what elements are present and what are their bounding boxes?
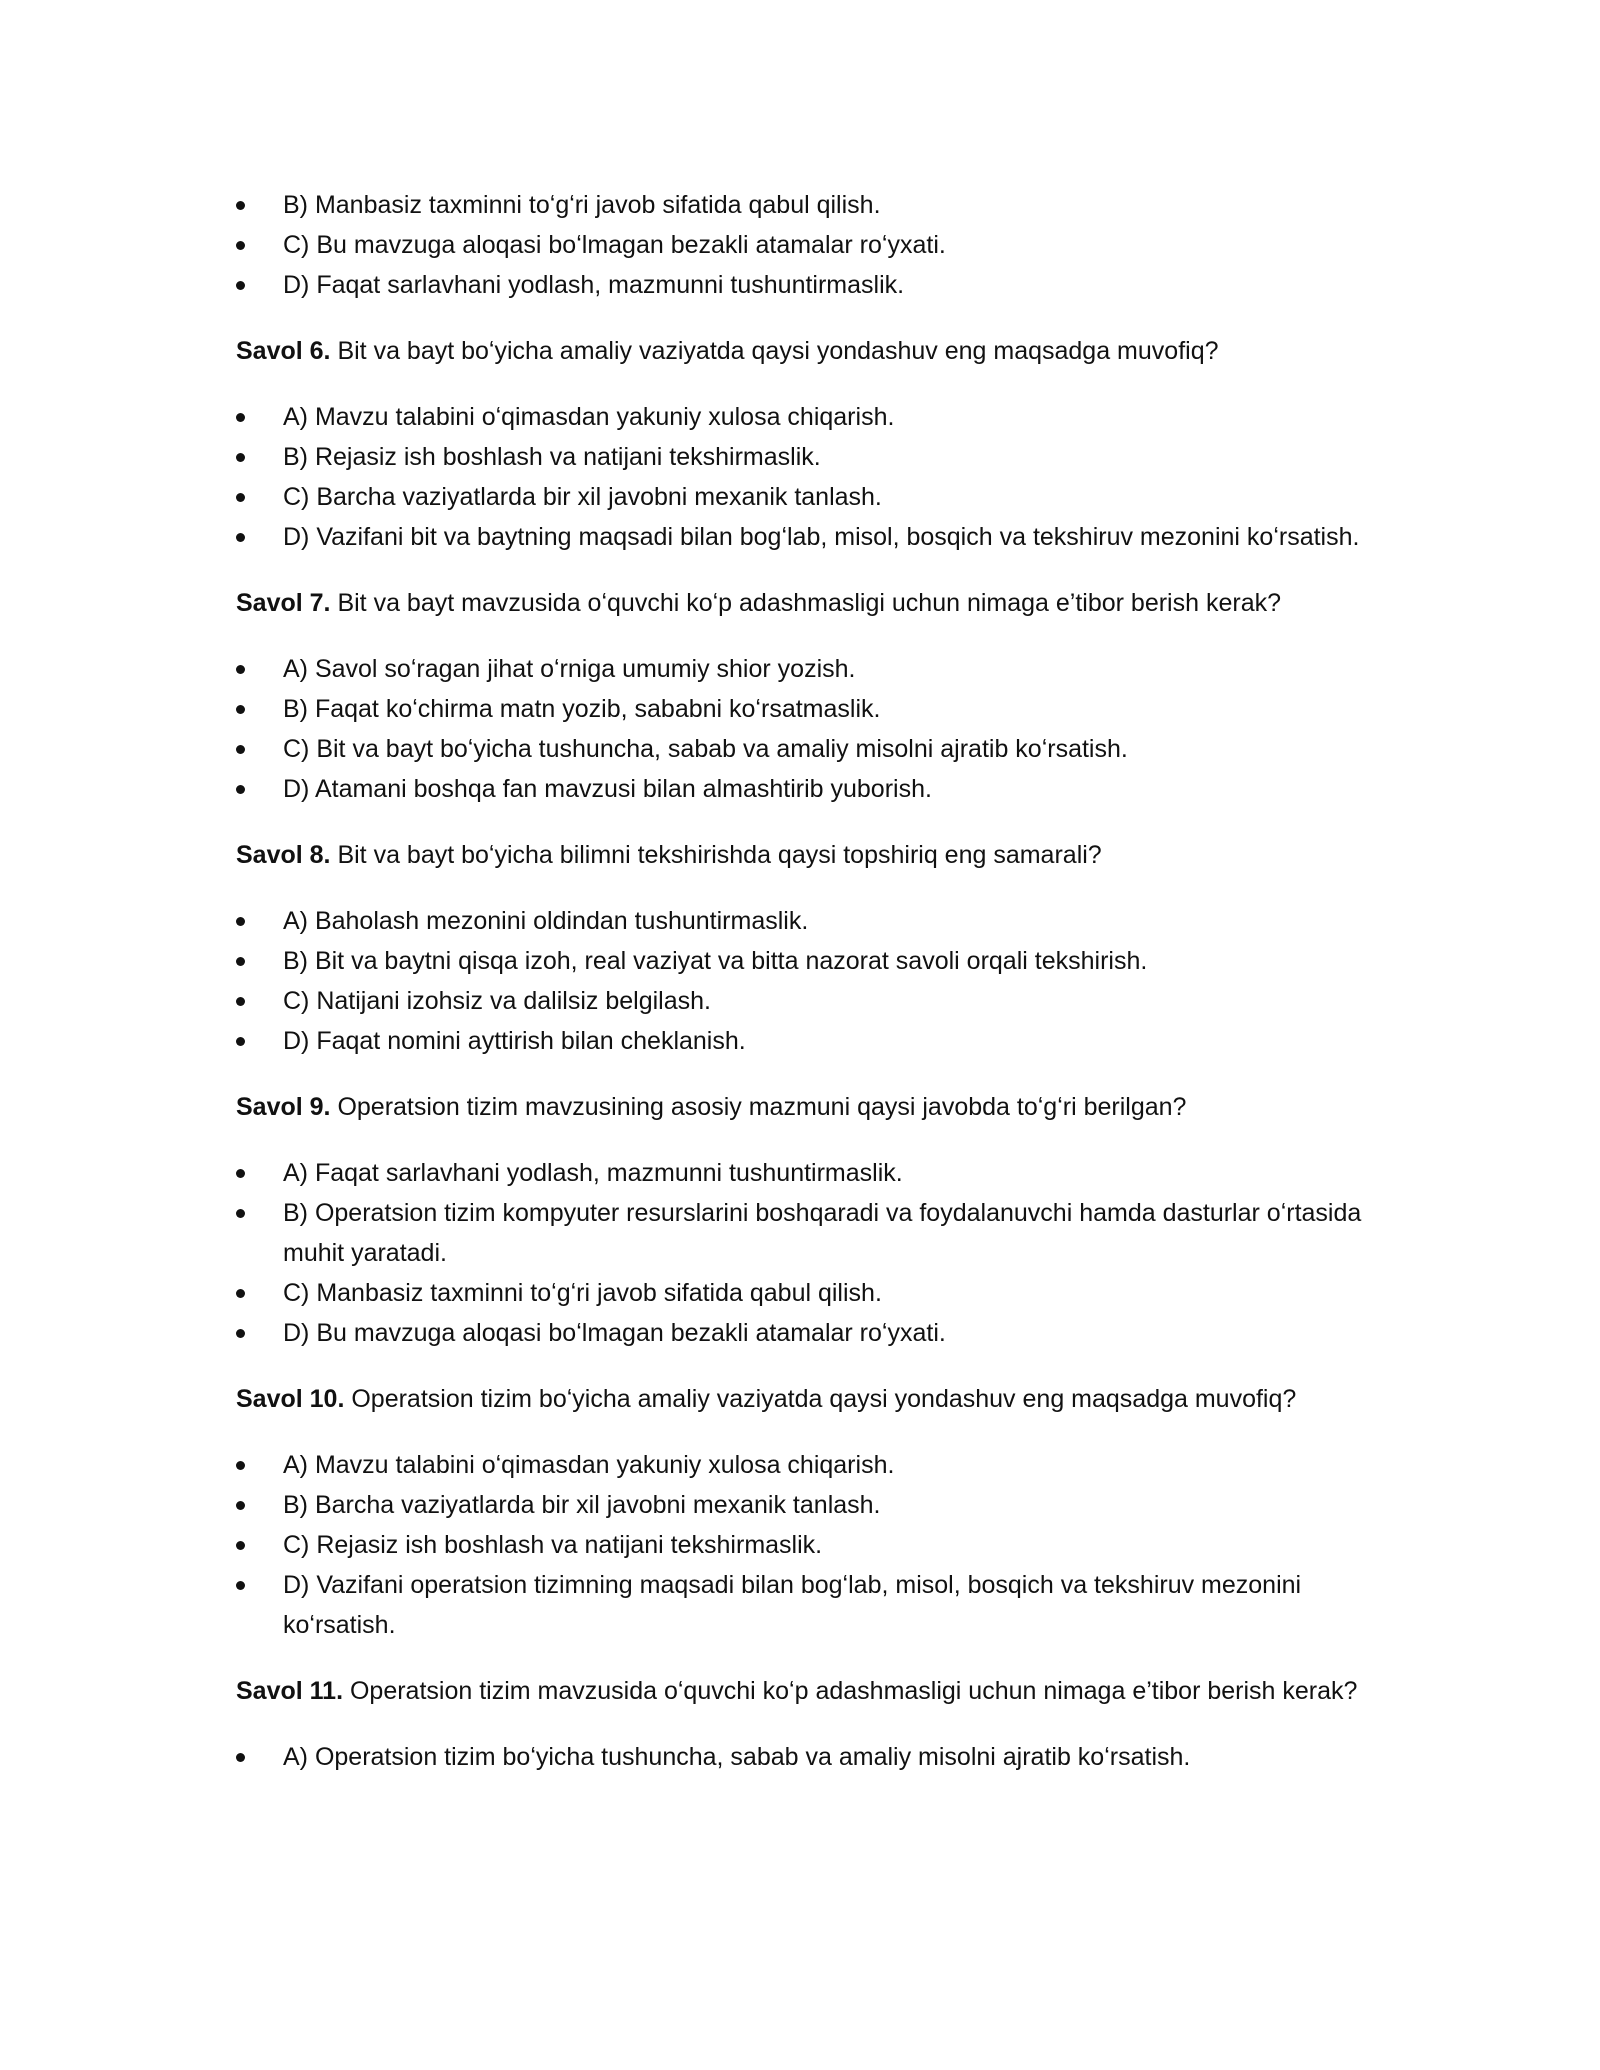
options-list bbox=[236, 397, 1366, 557]
list-item bbox=[236, 225, 1366, 265]
list-item bbox=[236, 517, 1366, 557]
bullet-icon bbox=[236, 785, 245, 794]
options-list-continued bbox=[236, 185, 1366, 305]
bullet-icon bbox=[236, 705, 245, 714]
list-item bbox=[236, 1021, 1366, 1061]
bullet-icon bbox=[236, 1289, 245, 1298]
list-item bbox=[236, 901, 1366, 941]
bullet-icon bbox=[236, 1329, 245, 1338]
option-text: B) Faqat koʻchirma matn yozib, sababni koʻrsatmaslik. bbox=[283, 695, 881, 723]
list-item bbox=[236, 1737, 1366, 1777]
bullet-icon bbox=[236, 997, 245, 1006]
bullet-icon bbox=[236, 745, 245, 754]
bullet-icon bbox=[236, 533, 245, 542]
list-item bbox=[236, 185, 1366, 225]
option-text: C) Bit va bayt boʻyicha tushuncha, sabab va amaliy misolni ajratib koʻrsatish. bbox=[283, 735, 1128, 763]
bullet-icon bbox=[236, 1541, 245, 1550]
question-text: Operatsion tizim mavzusining asosiy mazmuni qaysi javobda toʻgʻri berilgan? bbox=[330, 1093, 1187, 1121]
bullet-icon bbox=[236, 493, 245, 502]
option-text: D) Atamani boshqa fan mavzusi bilan almashtirib yuborish. bbox=[283, 775, 932, 803]
bullet-icon bbox=[236, 1581, 245, 1590]
bullet-icon bbox=[236, 917, 245, 926]
option-text: A) Mavzu talabini oʻqimasdan yakuniy xulosa chiqarish. bbox=[283, 403, 895, 431]
question-label: Savol 8. bbox=[236, 841, 331, 869]
list-item bbox=[236, 769, 1366, 809]
question-text: Bit va bayt boʻyicha amaliy vaziyatda qaysi yondashuv eng maqsadga muvofiq? bbox=[330, 337, 1219, 365]
bullet-icon bbox=[236, 201, 245, 210]
option-text: D) Vazifani bit va baytning maqsadi bilan bogʻlab, misol, bosqich va tekshiruv mezonini koʻrsatish. bbox=[283, 523, 1360, 551]
option-text: A) Mavzu talabini oʻqimasdan yakuniy xulosa chiqarish. bbox=[283, 1451, 895, 1479]
option-text: B) Operatsion tizim kompyuter resurslarini boshqaradi va foydalanuvchi hamda dasturlar oʻrtasida muhit yaratadi. bbox=[283, 1199, 1362, 1267]
option-text: D) Faqat nomini ayttirish bilan cheklanish. bbox=[283, 1027, 746, 1055]
option-text: D) Vazifani operatsion tizimning maqsadi bilan bogʻlab, misol, bosqich va tekshiruv mezonini koʻrsatish. bbox=[283, 1571, 1302, 1639]
option-text: A) Savol soʻragan jihat oʻrniga umumiy shior yozish. bbox=[283, 655, 856, 683]
options-list bbox=[236, 901, 1366, 1061]
bullet-icon bbox=[236, 281, 245, 290]
options-list bbox=[236, 1445, 1366, 1645]
document-content bbox=[236, 185, 1366, 1803]
options-list bbox=[236, 1737, 1366, 1777]
option-text: D) Bu mavzuga aloqasi boʻlmagan bezakli atamalar roʻyxati. bbox=[283, 1319, 946, 1347]
question-label: Savol 7. bbox=[236, 589, 331, 617]
list-item bbox=[236, 649, 1366, 689]
option-text: B) Bit va baytni qisqa izoh, real vaziyat va bitta nazorat savoli orqali tekshirish. bbox=[283, 947, 1148, 975]
list-item bbox=[236, 1193, 1366, 1273]
option-text: C) Natijani izohsiz va dalilsiz belgilash. bbox=[283, 987, 711, 1015]
list-item bbox=[236, 1273, 1366, 1313]
option-text: A) Faqat sarlavhani yodlash, mazmunni tushuntirmaslik. bbox=[283, 1159, 903, 1187]
question-label: Savol 10. bbox=[236, 1385, 345, 1413]
list-item bbox=[236, 437, 1366, 477]
list-item bbox=[236, 689, 1366, 729]
option-text: D) Faqat sarlavhani yodlash, mazmunni tushuntirmaslik. bbox=[283, 271, 905, 299]
bullet-icon bbox=[236, 241, 245, 250]
list-item bbox=[236, 981, 1366, 1021]
option-text: C) Barcha vaziyatlarda bir xil javobni mexanik tanlash. bbox=[283, 483, 882, 511]
question-text: Operatsion tizim mavzusida oʻquvchi koʻp adashmasligi uchun nimaga e’tibor berish kerak? bbox=[343, 1677, 1358, 1705]
option-text: B) Rejasiz ish boshlash va natijani tekshirmaslik. bbox=[283, 443, 821, 471]
question-text: Bit va bayt boʻyicha bilimni tekshirishda qaysi topshiriq eng samarali? bbox=[330, 841, 1102, 869]
question-10 bbox=[236, 1379, 1366, 1419]
list-item bbox=[236, 729, 1366, 769]
list-item bbox=[236, 941, 1366, 981]
option-text: C) Rejasiz ish boshlash va natijani tekshirmaslik. bbox=[283, 1531, 823, 1559]
bullet-icon bbox=[236, 413, 245, 422]
question-label: Savol 9. bbox=[236, 1093, 331, 1121]
bullet-icon bbox=[236, 1461, 245, 1470]
bullet-icon bbox=[236, 665, 245, 674]
bullet-icon bbox=[236, 1501, 245, 1510]
option-text: B) Manbasiz taxminni toʻgʻri javob sifatida qabul qilish. bbox=[283, 191, 881, 219]
list-item bbox=[236, 1313, 1366, 1353]
question-9 bbox=[236, 1087, 1366, 1127]
bullet-icon bbox=[236, 1753, 245, 1762]
list-item bbox=[236, 1565, 1366, 1645]
question-text: Operatsion tizim boʻyicha amaliy vaziyatda qaysi yondashuv eng maqsadga muvofiq? bbox=[344, 1385, 1297, 1413]
option-text: A) Baholash mezonini oldindan tushuntirmaslik. bbox=[283, 907, 809, 935]
option-text: B) Barcha vaziyatlarda bir xil javobni mexanik tanlash. bbox=[283, 1491, 881, 1519]
list-item bbox=[236, 1525, 1366, 1565]
bullet-icon bbox=[236, 957, 245, 966]
option-text: C) Manbasiz taxminni toʻgʻri javob sifatida qabul qilish. bbox=[283, 1279, 882, 1307]
options-list bbox=[236, 1153, 1366, 1353]
bullet-icon bbox=[236, 1037, 245, 1046]
question-7 bbox=[236, 583, 1366, 623]
list-item bbox=[236, 265, 1366, 305]
list-item bbox=[236, 1485, 1366, 1525]
options-list bbox=[236, 649, 1366, 809]
bullet-icon bbox=[236, 1209, 245, 1218]
question-6 bbox=[236, 331, 1366, 371]
list-item bbox=[236, 477, 1366, 517]
list-item bbox=[236, 397, 1366, 437]
question-8 bbox=[236, 835, 1366, 875]
question-label: Savol 6. bbox=[236, 337, 331, 365]
bullet-icon bbox=[236, 453, 245, 462]
question-11 bbox=[236, 1671, 1366, 1711]
option-text: C) Bu mavzuga aloqasi boʻlmagan bezakli atamalar roʻyxati. bbox=[283, 231, 946, 259]
question-label: Savol 11. bbox=[236, 1677, 344, 1705]
option-text: A) Operatsion tizim boʻyicha tushuncha, sabab va amaliy misolni ajratib koʻrsatish. bbox=[283, 1743, 1191, 1771]
list-item bbox=[236, 1153, 1366, 1193]
bullet-icon bbox=[236, 1169, 245, 1178]
question-text: Bit va bayt mavzusida oʻquvchi koʻp adashmasligi uchun nimaga e’tibor berish kerak? bbox=[330, 589, 1282, 617]
list-item bbox=[236, 1445, 1366, 1485]
